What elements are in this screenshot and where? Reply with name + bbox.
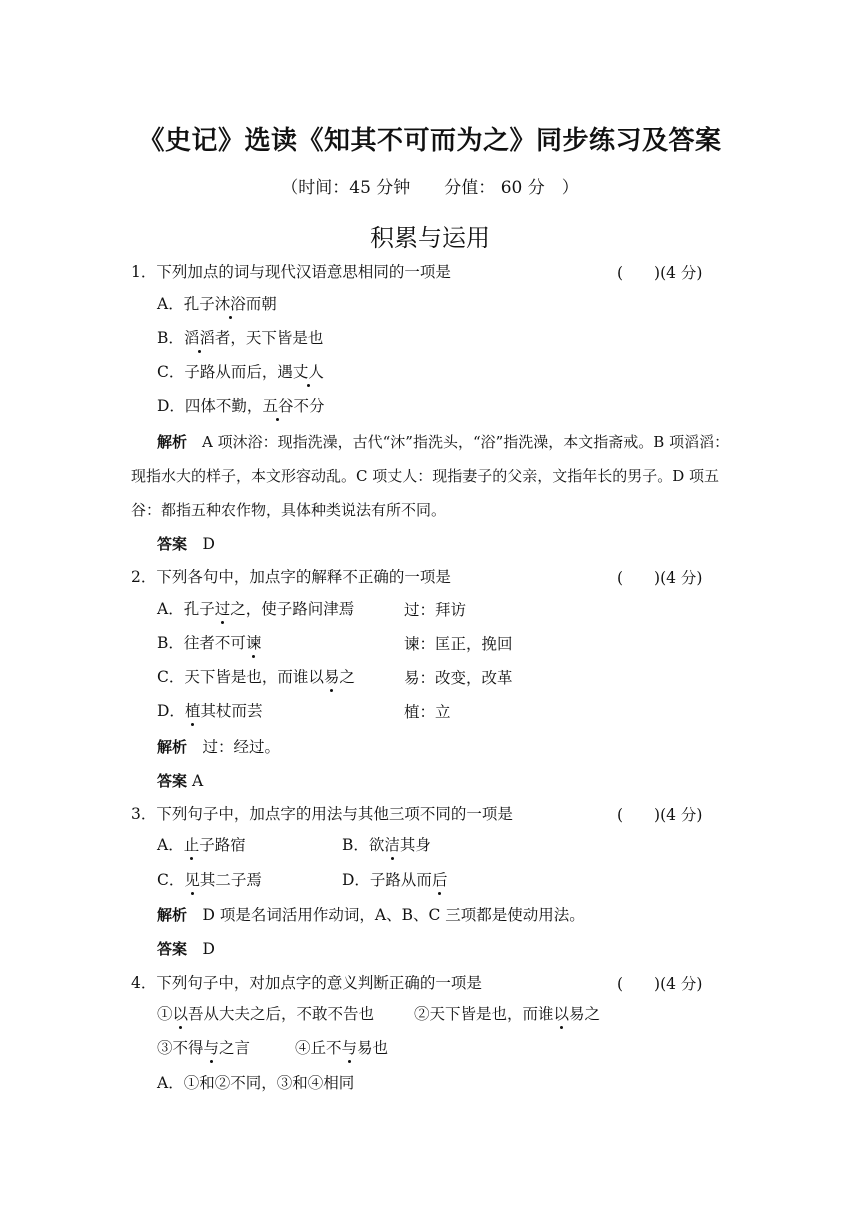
question-1-analysis: 解析 A 项沐浴：现指洗澡，古代“沐”指洗头，“浴”指洗澡，本文指斋戒。B 项滔滔：现指水大的样子，本文形容动乱。C 项丈人：现指妻子的父亲，文指年长的男子。D 项五谷：都指五种农作物，具体种类说法有所不同。: [131, 433, 730, 519]
question-2-gloss-a: 过：拜访: [404, 601, 467, 619]
time-score-info: （时间：45 分钟 分值： 60 分 ）: [281, 178, 579, 198]
question-2-option-d: D．植其杖而芸: [157, 702, 263, 720]
question-2-option-a: A．孔子过之，使子路问津焉: [157, 600, 355, 618]
question-4-option-a: A．①和②不同，③和④相同: [157, 1074, 355, 1092]
question-2-gloss-d: 植：立: [404, 703, 451, 721]
question-1-answer: 答案 D: [157, 535, 215, 553]
question-2-analysis: 解析 过：经过。: [157, 738, 281, 756]
question-3-option-a: A．止子路宿: [157, 836, 246, 854]
question-3-analysis: 解析 D 项是名词活用作动词，A、B、C 三项都是使动用法。: [157, 906, 585, 924]
question-1-option-b: B．滔滔者，天下皆是也: [157, 329, 324, 347]
document-title: 《史记》选读《知其不可而为之》同步练习及答案: [138, 126, 722, 156]
question-2-option-b: B．往者不可谏: [157, 634, 262, 652]
question-1-option-a: A．孔子沐浴而朝: [157, 295, 277, 313]
question-3-score: ( )(4 分): [617, 806, 703, 824]
question-2-gloss-b: 谏：匡正，挽回: [404, 635, 513, 653]
question-2-score: ( )(4 分): [617, 569, 703, 587]
question-1-option-c: C．子路从而后，遇丈人: [157, 363, 324, 381]
question-4-item-4: ④丘不与易也: [295, 1039, 389, 1057]
question-4-item-3: ③不得与之言: [157, 1039, 251, 1057]
question-4-item-2: ②天下皆是也，而谁以易之: [414, 1005, 601, 1023]
question-1-option-d: D．四体不勤，五谷不分: [157, 397, 325, 415]
question-4-score: ( )(4 分): [617, 975, 703, 993]
question-3-answer: 答案 D: [157, 940, 215, 958]
question-2-stem: 2．下列各句中，加点字的解释不正确的一项是: [131, 568, 451, 586]
question-2-gloss-c: 易：改变，改革: [404, 669, 513, 687]
question-3-option-b: B．欲洁其身: [342, 836, 431, 854]
question-2-option-c: C．天下皆是也，而谁以易之: [157, 668, 355, 686]
question-2-answer: 答案 A: [157, 772, 204, 790]
question-4-stem: 4．下列句子中，对加点字的意义判断正确的一项是: [131, 974, 482, 992]
question-1-score: ( )(4 分): [617, 264, 703, 282]
question-1-stem: 1．下列加点的词与现代汉语意思相同的一项是: [131, 263, 451, 281]
question-3-option-c: C．见其二子焉: [157, 871, 262, 889]
question-3-stem: 3．下列句子中，加点字的用法与其他三项不同的一项是: [131, 805, 513, 823]
section-heading: 积累与运用: [370, 224, 490, 252]
question-4-item-1: ①以吾从大夫之后，不敢不告也: [157, 1005, 375, 1023]
question-3-option-d: D．子路从而后: [342, 871, 448, 889]
